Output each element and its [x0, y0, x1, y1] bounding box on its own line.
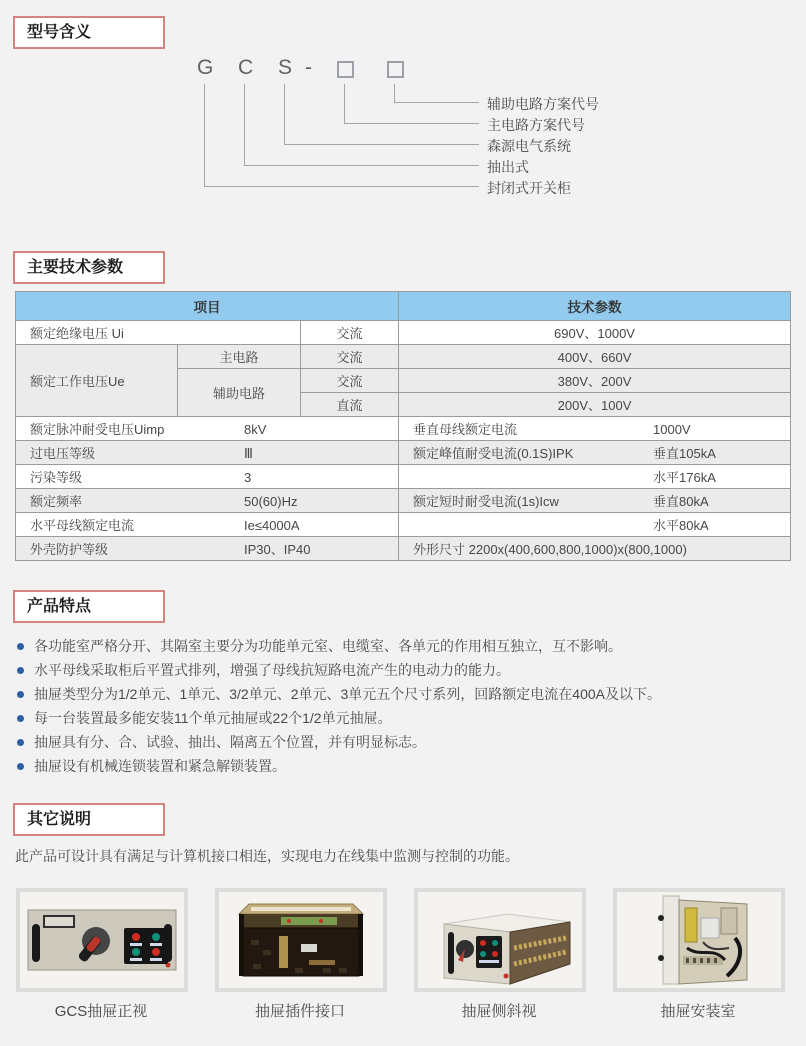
table-row [16, 465, 791, 489]
drawer-side-view-photo [418, 892, 582, 988]
table-row [16, 537, 791, 561]
table-header-value: 技术参数 [399, 292, 791, 321]
bullet-icon [17, 763, 24, 770]
figure-caption: 抽屉安装室 [660, 1003, 736, 1020]
cell-enclosure-protection-label: 外壳防护等级 [30, 542, 109, 557]
cell-rated-insulation-voltage: 额定绝缘电压 Ui [16, 321, 301, 345]
cell-short-time-withstand-vertical: 垂直80kA [653, 494, 709, 509]
model-code-box-aux [387, 61, 404, 78]
model-label-main-circuit: 主电路方案代号 [487, 117, 585, 133]
tech-params-table [15, 291, 791, 561]
cell-rated-frequency-value: 50(60)Hz [244, 494, 298, 509]
feature-text: 抽屉具有分、合、试验、抽出、隔离五个位置，并有明显标志。 [34, 734, 426, 750]
table-row [16, 489, 791, 513]
cell-aux-circuit: 辅助电路 [178, 369, 301, 417]
cell-insulation-value: 690V、1000V [399, 321, 791, 345]
bullet-icon [17, 691, 24, 698]
bullet-icon [17, 643, 24, 650]
drawer-mounting-compartment-photo [617, 892, 781, 988]
cell-overvoltage-class-label: 过电压等级 [30, 446, 96, 461]
feature-text: 抽屉类型分为1/2单元、1单元、3/2单元、2单元、3单元五个尺寸系列，回路额定电流在400A及以下。 [34, 686, 661, 702]
feature-item [15, 634, 795, 658]
cell-working-value-aux-ac: 380V、200V [399, 369, 791, 393]
table-row [16, 417, 791, 441]
figure-box [214, 887, 388, 993]
other-note-text: 此产品可设计具有满足与计算机接口相连，实现电力在线集中监测与控制的功能。 [15, 848, 519, 864]
feature-list [15, 634, 795, 778]
cell-pollution-degree-label: 污染等级 [30, 470, 83, 485]
figure-caption: 抽屉侧斜视 [461, 1003, 537, 1020]
cell-ac: 交流 [301, 321, 399, 345]
drawer-plug-interface-photo [219, 892, 383, 988]
model-label-senyuan: 森源电气系统 [487, 138, 571, 154]
model-code-dash: - [305, 56, 312, 79]
drawer-plug-illustration [219, 892, 383, 988]
cell-peak-withstand-vertical: 垂直105kA [653, 446, 716, 461]
cell-overall-dimensions: 外形尺寸 2200x(400,600,800,1000)x(800,1000) [413, 542, 687, 557]
model-label-withdrawable: 抽出式 [487, 159, 529, 175]
feature-item [15, 658, 795, 682]
table-row [16, 513, 791, 537]
cell-rated-frequency-label: 额定频率 [30, 494, 83, 509]
cell-horizontal-busbar-label: 水平母线额定电流 [30, 518, 135, 533]
cell-peak-withstand-label: 额定峰值耐受电流(0.1S)IPK [413, 446, 574, 461]
figure-caption: GCS抽屉正视 [54, 1003, 148, 1020]
cell-dc: 直流 [301, 393, 399, 417]
cell-ac: 交流 [301, 369, 399, 393]
cell-enclosure-protection-value: IP30、IP40 [244, 542, 311, 557]
drawer-mounting-illustration [617, 892, 781, 988]
drawer-front-illustration [20, 892, 184, 988]
section-title-params: 主要技术参数 [13, 251, 165, 284]
model-code-box-main [337, 61, 354, 78]
model-code-letter-g: G [197, 56, 214, 79]
cell-short-time-withstand-horizontal: 水平80kA [653, 518, 709, 533]
cell-horizontal-busbar-value: Ie≤4000A [244, 518, 300, 533]
feature-item [15, 730, 795, 754]
section-title-model: 型号含义 [13, 16, 165, 49]
table-header-item: 项目 [16, 292, 399, 321]
section-title-other: 其它说明 [13, 803, 165, 836]
model-code-letter-c: C [238, 56, 254, 79]
cell-vertical-busbar-current-label: 垂直母线额定电流 [413, 422, 518, 437]
feature-text: 各功能室严格分开、其隔室主要分为功能单元室、电缆室、各单元的作用相互独立，互不影响。 [34, 638, 622, 654]
cell-working-value-aux-dc: 200V、100V [399, 393, 791, 417]
feature-item [15, 682, 795, 706]
feature-text: 抽屉设有机械连锁装置和紧急解锁装置。 [34, 758, 286, 774]
model-label-aux-circuit: 辅助电路方案代号 [487, 96, 599, 112]
feature-item [15, 706, 795, 730]
bullet-icon [17, 715, 24, 722]
cell-main-circuit: 主电路 [178, 345, 301, 369]
cell-short-time-withstand-label: 额定短时耐受电流(1s)Icw [413, 494, 559, 509]
model-label-enclosed: 封闭式开关柜 [487, 180, 571, 196]
cell-impulse-voltage-value: 8kV [244, 422, 267, 437]
drawer-front-view-photo [20, 892, 184, 988]
bullet-icon [17, 739, 24, 746]
table-header-row [16, 292, 791, 321]
table-row [16, 345, 791, 369]
cell-ac: 交流 [301, 345, 399, 369]
cell-rated-working-voltage: 额定工作电压Ue [16, 345, 178, 417]
feature-item [15, 754, 795, 778]
connector-line [204, 84, 479, 187]
cell-impulse-voltage-label: 额定脉冲耐受电压Uimp [30, 422, 165, 437]
section-title-features: 产品特点 [13, 590, 165, 623]
feature-text: 水平母线采取柜后平置式排列，增强了母线抗短路电流产生的电动力的能力。 [34, 662, 510, 678]
cell-working-value-main: 400V、660V [399, 345, 791, 369]
cell-overvoltage-class-value: Ⅲ [244, 446, 253, 461]
feature-text: 每一台装置最多能安装11个单元抽屉或22个1/2单元抽屉。 [34, 710, 392, 726]
figure-caption: 抽屉插件接口 [254, 1003, 345, 1020]
table-row [16, 321, 791, 345]
table-row [16, 441, 791, 465]
cell-vertical-busbar-current-value: 1000V [653, 422, 691, 437]
figure-box [15, 887, 189, 993]
cell-peak-withstand-horizontal: 水平176kA [653, 470, 716, 485]
figure-box [612, 887, 786, 993]
cell-pollution-degree-value: 3 [244, 470, 252, 485]
bullet-icon [17, 667, 24, 674]
model-code-letter-s: S [278, 56, 293, 79]
drawer-side-illustration [418, 892, 582, 988]
figure-box [413, 887, 587, 993]
